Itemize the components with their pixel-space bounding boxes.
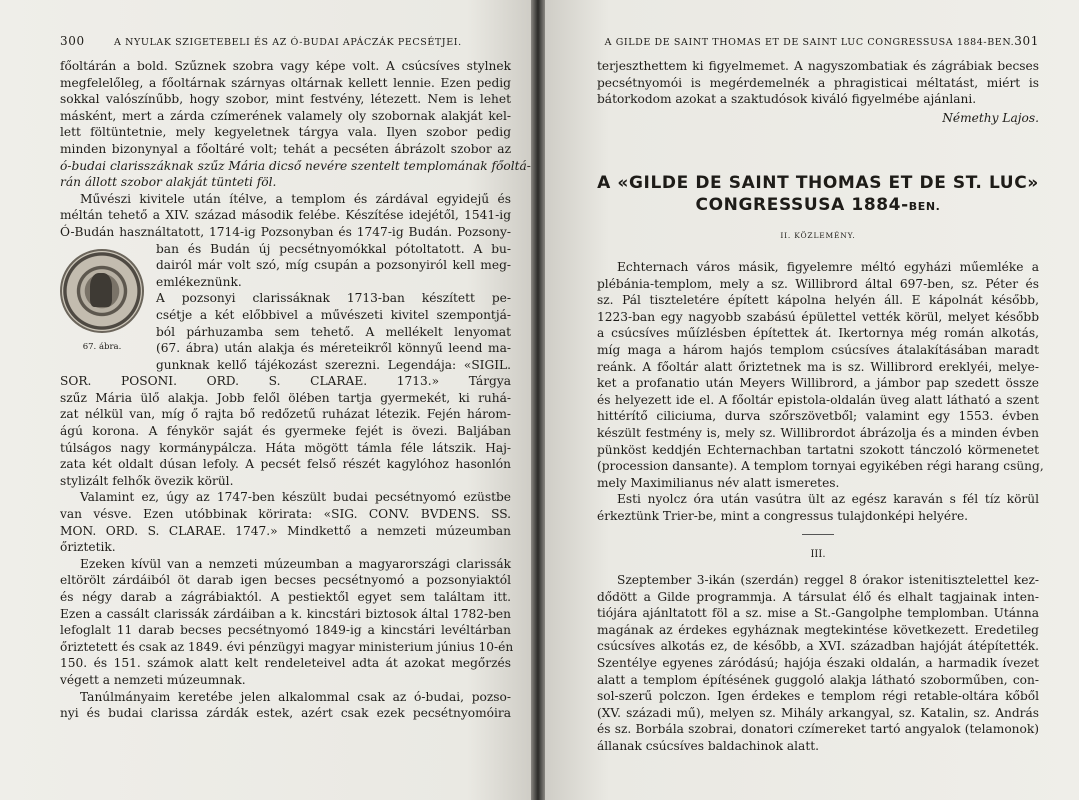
- left-paragraph: [60, 489, 511, 555]
- title-text: CONGRESSUSA 1884-: [695, 195, 909, 216]
- text-line: Tanúlmányaim keretébe jelen alkalommal csak az ó-budai, pozso-: [80, 689, 511, 704]
- text-line: végett a nemzeti múzeumnak.: [60, 672, 246, 687]
- figure-caption: 67. ábra.: [82, 341, 122, 352]
- text-line: SOR. POSONI. ORD. S. CLARAE. 1713.» Tárgya: [60, 374, 511, 389]
- text-line: pecsétnyomói is megérdemelnék a phragisticai méltatást, miért is: [597, 75, 1039, 90]
- text-line: Szentélye egyenes záródású; hajója északi oldalán, a harmadik ívezet: [597, 656, 1039, 671]
- text-line: 1223-ban egy nagyobb szabású épülettel vették körül, melyet később: [597, 309, 1039, 324]
- text-line: és négy darab a zágrábiaktól. A pestiektől egyet sem találtam itt.: [60, 590, 511, 604]
- title-line: [597, 194, 1039, 218]
- right-paragraph: [597, 572, 1039, 755]
- article-title: [597, 172, 1039, 218]
- text-line: és sz. Borbála szobrai, donatori czímereket tartó angyalok (telamonok): [597, 722, 1039, 737]
- left-paragraph: [60, 689, 511, 722]
- text-line: zat nélkül van, míg ő rajta bő redőzetű ruházat létezik. Fején három-: [60, 407, 511, 422]
- text-line: tiójára ajánltatott föl a sz. mise a St.-Gangolphe templomban. Utánna: [597, 606, 1039, 621]
- section-rule: [802, 534, 834, 535]
- text-line: magának az érdekes egyháznak megtekintése következett. Eredetileg: [597, 622, 1039, 637]
- text-line: zata két oldalt dúsan lefoly. A pecsét felső részét kagylóhoz hasonlón: [60, 457, 511, 472]
- right-page-number: 301: [1014, 34, 1039, 48]
- text-line: MON. ORD. S. CLARAE. 1747.» Mindkettő a nemzeti múzeumban: [60, 523, 511, 538]
- text-line: ból párhuzamba sem tehető. A mellékelt lenyomat: [156, 324, 511, 339]
- text-line: állanak csúcsíves baldachinok alatt.: [597, 739, 819, 753]
- text-line: szűz Mária ülő alakja. Jobb felől ölében tartja gyermekét, ki ruhá-: [60, 390, 511, 405]
- left-paragraph: [60, 58, 531, 191]
- right-paragraph: [597, 259, 1044, 491]
- text-line: Echternach város másik, figyelemre méltó egyházi műemléke a: [617, 259, 1039, 274]
- title-suffix: BEN.: [908, 200, 941, 214]
- text-line: a csúcsíves műízlésben építettek át. Ikertornya még román alkotás,: [597, 326, 1039, 341]
- text-line: emlékeznünk.: [156, 274, 242, 289]
- right-running-title: A GILDE DE SAINT THOMAS ET DE SAINT LUC CONGRESSUSA 1884-BEN.: [604, 37, 1015, 48]
- text-line: nyi és budai clarissa zárdák estek, azért csak ezek pecsétnyomóira: [60, 706, 511, 721]
- left-running-head: [60, 34, 511, 48]
- text-line: reánk. A főoltár alatt őriztetnek ma is sz. Willibrord ereklyéi, melye-: [597, 359, 1039, 374]
- seal-image: [60, 249, 144, 333]
- right-running-head: [597, 34, 1039, 48]
- text-line: hittérítő ciliciuma, durva szőrszövetből; valamint egy 1553. évben: [597, 409, 1039, 424]
- text-line: 150. és 151. számok alatt kelt rendeleteivel adta át azokat megőrzés: [60, 656, 511, 671]
- seal-figure: [56, 249, 148, 356]
- right-body-text: [597, 58, 1044, 755]
- text-line: terjeszthettem ki figyelmemet. A nagyszombatiak és zágrábiak becses: [597, 59, 1039, 73]
- left-paragraph: [60, 191, 511, 241]
- text-line: sz. Pál tiszteletére épített kápolna helyén áll. E kápolnát később,: [597, 293, 1039, 308]
- text-line: ágú korona. A fénykör saját és gyermeke fejét is övezi. Baljában: [60, 424, 511, 439]
- text-line: pünköst keddjén Echternachban tartatni szokott tánczoló körmenetet: [597, 442, 1039, 457]
- book-gutter: [531, 0, 545, 800]
- text-line: ket a profanatio után Meyers Willibrord, a jámbor pap szedett össze: [597, 376, 1039, 391]
- text-line: Művészi kivitele után ítélve, a templom és zárdával egyidejű és: [80, 191, 511, 206]
- article-subtitle: II. KÖZLEMÉNY.: [780, 231, 856, 241]
- text-line: készült festmény is, mely sz. Willibrordot ábrázolja és a minden évben: [597, 425, 1039, 440]
- text-line: bátorkodom azokat a szaktudósok kiváló figyelmébe ajánlani.: [597, 92, 977, 107]
- text-line: (67. ábra) után alakja és méreteikről könnyű leend ma-: [156, 341, 511, 356]
- right-page: [545, 0, 1079, 800]
- left-page-number: 300: [60, 34, 85, 48]
- text-line: plébánia-templom, mely a sz. Willibrord által 697-ben, sz. Péter és: [597, 276, 1039, 291]
- left-running-title: A NYULAK SZIGETEBELI ÉS AZ Ó-BUDAI APÁCZÁK PECSÉTJEI.: [114, 37, 462, 48]
- text-line: érkeztünk Trier-be, mint a congressus tulajdonképi helyére.: [597, 508, 969, 523]
- text-line: A pozsonyi clarissáknak 1713-ban készített pe-: [156, 291, 511, 306]
- left-page: [0, 0, 531, 800]
- title-line: A «GILDE DE SAINT THOMAS ET DE ST. LUC»: [597, 173, 1039, 194]
- right-paragraph: [597, 491, 1039, 524]
- text-line: gunknak kellő tájékozást szerezni. Legendája: «SIGIL.: [156, 357, 511, 372]
- text-line: lett föltüntetnie, mely kegyeletnek tárgya vala. Ilyen szobor pedig: [60, 125, 511, 140]
- text-line: alatt a templom építésének guggoló alakja látható szoborműben, con-: [597, 672, 1039, 687]
- text-line: és helyezett ide el. A főoltár epistola-oldalán üveg alatt látható a szent: [597, 392, 1039, 407]
- text-line: Ezen a cassált clarissák zárdáiban a k. kincstári biztosok által 1782-ben: [60, 606, 511, 621]
- right-intro-paragraph: [597, 58, 1039, 108]
- left-paragraph: [60, 556, 514, 689]
- text-line: dődött a Gilde programmja. A társulat élő és elhalt tagjainak inten-: [597, 589, 1039, 604]
- text-line: minden bizonynyal a főoltáré volt; tehát a pecséten ábrázolt szobor az: [60, 141, 511, 156]
- text-line: rán állott szobor alakját tünteti föl.: [60, 175, 277, 190]
- text-line: főoltárán a bold. Szűznek szobra vagy képe volt. A csúcsíves stylnek: [60, 59, 511, 73]
- text-line: megfelelőleg, a főoltárnak szárnyas oltárnak kellett lennie. Ezen pedig: [60, 75, 511, 90]
- text-line: Valamint ez, úgy az 1747-ben készült budai pecsétnyomó ezüstbe: [80, 490, 511, 505]
- text-line: mely Maximilianus név alatt ismeretes.: [597, 475, 840, 490]
- text-line: Szeptember 3-ikán (szerdán) reggel 8 órakor istenitisztelettel kez-: [617, 573, 1039, 588]
- text-line: lefoglalt 11 darab becses pecsétnyomó 1849-ig a kincstári levéltárban: [60, 623, 511, 638]
- text-line: (XV. századi mű), melyen sz. Mihály arkangyal, sz. Katalin, sz. András: [597, 705, 1039, 720]
- text-line: túlságos nagy kormánypálcza. Háta mögött támla féle látszik. Haj-: [60, 440, 511, 455]
- text-line: sokkal valószínűbb, hogy szobor, mint festvény, létezett. Nem is lehet: [60, 92, 511, 107]
- text-line: Ezeken kívül van a nemzeti múzeumban a magyarországi clarissák: [80, 556, 511, 571]
- text-line: ó-budai clarisszáknak szűz Mária dicső nevére szentelt templomának főoltá-: [60, 158, 531, 173]
- left-body-text: [60, 58, 531, 722]
- text-line: eltörölt zárdáiból öt darab igen becses pecsétnyomó a pozsonyiaktól: [60, 573, 511, 588]
- text-line: őriztetik.: [60, 540, 116, 555]
- left-paragraph: [60, 390, 511, 490]
- text-line: másként, mert a zárda czímerének valamely oly szobornak alakját kel-: [60, 108, 511, 123]
- text-line: (procession dansante). A templom tornyai egyikében régi harang csüng,: [597, 459, 1044, 474]
- section-number: III.: [810, 549, 826, 561]
- text-line: Esti nyolcz óra után vasútra ült az egész karaván s fél tíz körül: [617, 492, 1039, 507]
- author-signature: Némethy Lajos.: [942, 110, 1039, 125]
- text-line: míg maga a három hajós templom csúcsíves átalakításában maradt: [597, 342, 1039, 357]
- text-line: ban és Budán új pecsétnyomókkal pótoltatott. A bu-: [156, 241, 511, 256]
- text-line: őriztetett és csak az 1849. évi pénzügyi magyar ministerium június 10-én: [60, 639, 514, 654]
- text-line: csétje a két előbbivel a művészeti kivitel szempontjá-: [156, 307, 511, 322]
- text-line: sol-szerű polczon. Igen érdekes e templom régi retable-oltára kőből: [597, 689, 1039, 704]
- text-line: csúcsíves alkotás ez, de később, a XVI. században hajóját átépítették.: [597, 639, 1039, 654]
- text-line: stylizált felhők övezik körül.: [60, 473, 234, 488]
- text-line: Ó-Budán használtatott, 1714-ig Pozsonyban és 1747-ig Budán. Pozsony-: [60, 224, 511, 239]
- text-line: van vésve. Ezen utóbbinak körirata: «SIG. CONV. BVDENS. SS.: [60, 507, 511, 522]
- text-line: méltán tehető a XIV. század második felébe. Készítése idejétől, 1541-ig: [60, 208, 511, 223]
- text-line: dairól már volt szó, míg csupán a pozsonyiról kell meg-: [156, 258, 511, 273]
